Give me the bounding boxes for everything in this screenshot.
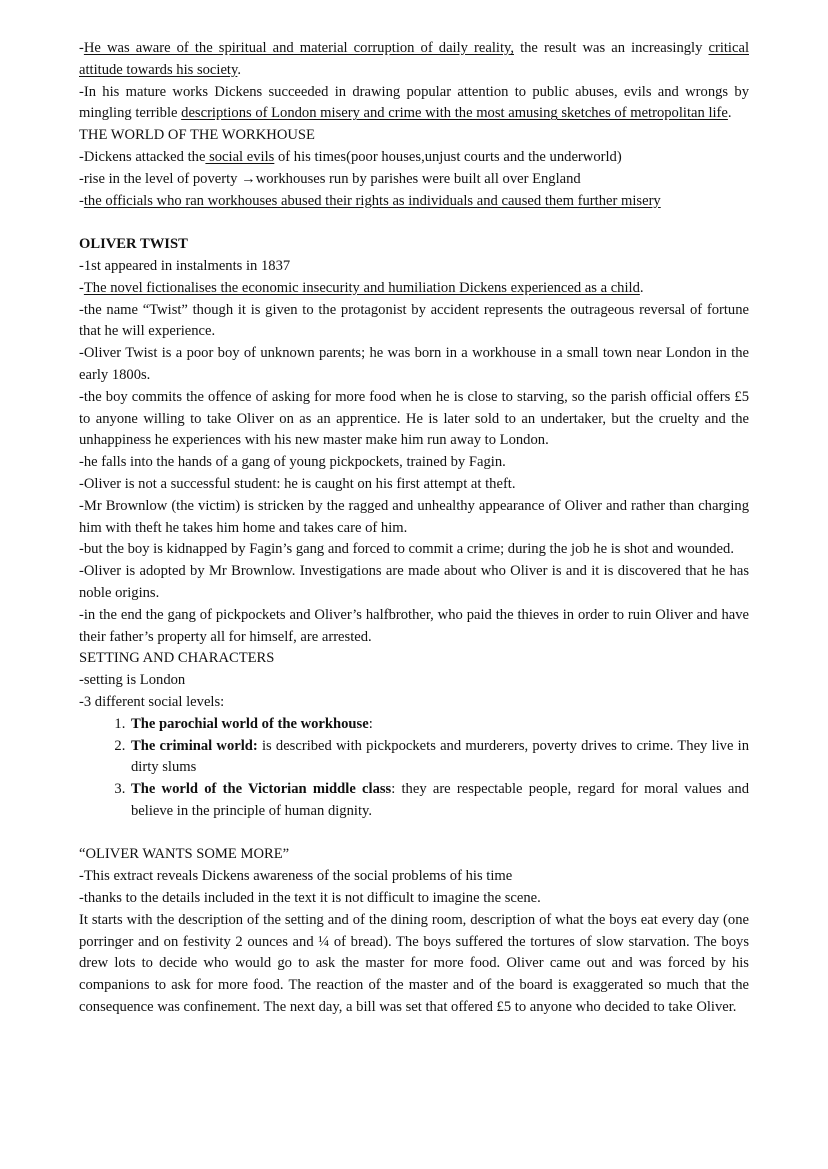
list-item-bold: The parochial world of the workhouse bbox=[131, 715, 369, 732]
intro-p2-underlined: descriptions of London misery and crime with the most amusing sketches of metropolitan life bbox=[181, 105, 728, 122]
oliver-line-7: -Oliver is not a successful student: he is caught on his first attempt at theft. bbox=[79, 475, 516, 492]
list-item bbox=[129, 779, 749, 823]
oliver-line-1: -1st appeared in instalments in 1837 bbox=[79, 257, 291, 274]
intro-p2-text-1: -In his mature works Dickens succeeded in drawing popular attention to public abuses, evils and wrongs by mingling terrible bbox=[79, 83, 749, 122]
workhouse-l3-underlined: the officials who ran workhouses abused their rights as individuals and caused them further misery bbox=[83, 192, 661, 209]
setting-line-1: -setting is London bbox=[79, 672, 186, 689]
intro-text-1: the result was an increasingly bbox=[514, 40, 709, 56]
more-line-1: -This extract reveals Dickens awareness of the social problems of his time bbox=[79, 868, 513, 885]
intro-paragraph-2 bbox=[79, 82, 749, 126]
oliver-line-5: -the boy commits the offence of asking for more food when he is close to starving, so the parish official offers £5 to anyone willing to take Oliver on as an apprentice. He is later sold to an undertaker, but the cruelty and the unhappiness he experiences with his new master make him run away to London. bbox=[79, 388, 749, 449]
oliver-line-3: -the name “Twist” though it is given to the protagonist by accident represents the outrageous reversal of fortune that he will experience. bbox=[79, 301, 749, 340]
document-page bbox=[79, 38, 749, 1019]
oliver-line-6: -he falls into the hands of a gang of young pickpockets, trained by Fagin. bbox=[79, 454, 506, 471]
more-paragraph: It starts with the description of the setting and of the dining room, description of what the boys eat every day (one porringer and on festivity 2 ounces and ¼ of bread). The boys suffered the tortures of slow starvation. The boys drew lots to decide who would go to ask the master for more food. Oliver came out and was forced by his companions to ask for more food. The reaction of the master and of the board is exaggerated so much that the consequence was confinement. The next day, a bill was set that offered £5 to anyone who decided to take Oliver. bbox=[79, 911, 749, 1016]
more-line-2: -thanks to the details included in the text it is not difficult to imagine the scene. bbox=[79, 890, 541, 907]
oliver-l2-text-2: . bbox=[639, 279, 644, 296]
intro-dash: - bbox=[79, 40, 84, 56]
intro-underlined-2: critical attitude towards his society bbox=[79, 40, 749, 78]
list-item-bold: The world of the Victorian middle class bbox=[131, 781, 392, 798]
list-item bbox=[129, 714, 749, 736]
oliver-line-10: -Oliver is adopted by Mr Brownlow. Investigations are made about who Oliver is and it is discovered that he has noble origins. bbox=[79, 563, 749, 601]
workhouse-line-3 bbox=[79, 191, 749, 213]
oliver-l2-dash: - bbox=[79, 279, 84, 296]
workhouse-line-1 bbox=[79, 147, 749, 169]
workhouse-l3-dash: - bbox=[79, 192, 84, 209]
intro-underlined-1: He was aware of the spiritual and material corruption of daily reality, bbox=[83, 40, 514, 56]
workhouse-l1-text-2: of his times(poor houses,unjust courts and the underworld) bbox=[274, 148, 622, 165]
oliver-line-4: -Oliver Twist is a poor boy of unknown parents; he was born in a workhouse in a small town near London in the early 1800s. bbox=[79, 345, 749, 383]
oliver-line-9: -but the boy is kidnapped by Fagin’s gang and forced to commit a crime; during the job he is shot and wounded. bbox=[79, 541, 734, 558]
workhouse-l1-underlined: social evils bbox=[205, 148, 275, 165]
section-spacer bbox=[79, 823, 749, 845]
list-item-bold: The criminal world: bbox=[131, 737, 258, 754]
more-heading: “OLIVER WANTS SOME MORE” bbox=[79, 846, 290, 863]
intro-text-2: . bbox=[237, 61, 241, 78]
list-item-text: : they are respectable people, regard for moral values and believe in the principle of human dignity. bbox=[131, 781, 749, 819]
social-levels-list bbox=[79, 714, 749, 823]
list-item-text: is described with pickpockets and murderers, poverty drives to crime. They live in dirty slums bbox=[131, 737, 749, 776]
setting-line-2: -3 different social levels: bbox=[79, 693, 225, 710]
oliver-line-8: -Mr Brownlow (the victim) is stricken by the ragged and unhealthy appearance of Oliver and rather than charging him with theft he takes him home and takes care of him. bbox=[79, 497, 749, 536]
list-item bbox=[129, 736, 749, 780]
oliver-heading: OLIVER TWIST bbox=[79, 236, 188, 253]
workhouse-line-2: -rise in the level of poverty →workhouses run by parishes were built all over England bbox=[79, 170, 581, 187]
workhouse-l1-text-1: -Dickens attacked the bbox=[79, 148, 206, 165]
workhouse-heading: THE WORLD OF THE WORKHOUSE bbox=[79, 127, 315, 144]
intro-p2-text-2: . bbox=[727, 105, 732, 122]
list-item-text: : bbox=[368, 715, 373, 732]
oliver-line-11: -in the end the gang of pickpockets and Oliver’s halfbrother, who paid the thieves in order to ruin Oliver and have their father’s property all for himself, are arrested. bbox=[79, 606, 749, 645]
intro-paragraph-1 bbox=[79, 38, 749, 82]
oliver-l2-underlined: The novel fictionalises the economic insecurity and humiliation Dickens experienced as a child bbox=[83, 279, 640, 296]
setting-heading: SETTING AND CHARACTERS bbox=[79, 650, 275, 667]
oliver-line-2 bbox=[79, 278, 749, 300]
